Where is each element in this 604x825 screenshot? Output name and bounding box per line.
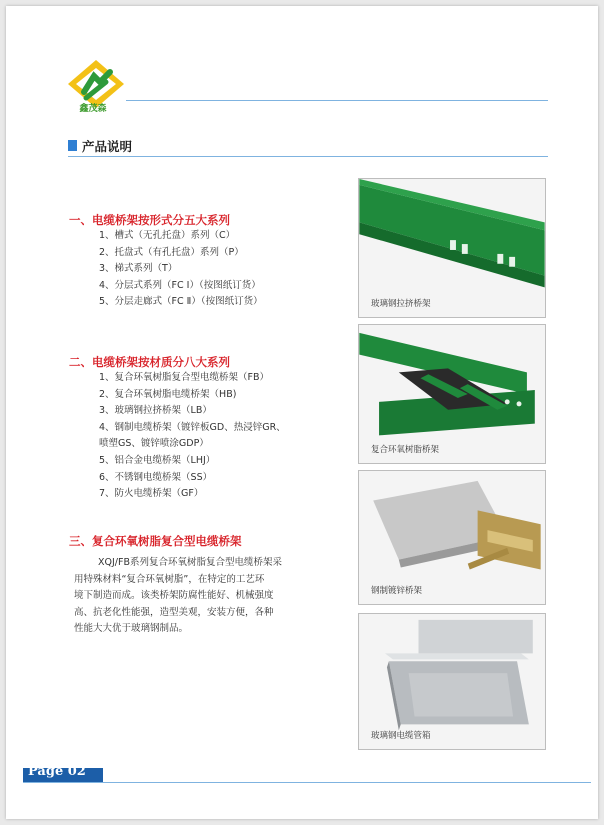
heading-epoxy-tray: 三、复合环氧树脂复合型电缆桥架 — [69, 534, 242, 548]
section-marker-icon — [68, 140, 77, 151]
footer-divider — [23, 782, 591, 783]
photo-caption: 复合环氧树脂桥架 — [371, 445, 440, 455]
paragraph-line: XQJ/FB系列复合环氧树脂复合型电缆桥架采 — [98, 557, 282, 568]
list-item: 2、复合环氧树脂电缆桥架（HB) — [99, 388, 237, 400]
paragraph-line: 用特殊材料“复合环氧树脂”，在特定的工艺环 — [74, 573, 265, 585]
page-number: Page 02 — [28, 764, 86, 779]
list-item: 7、防火电缆桥架（GF） — [99, 488, 204, 500]
form-series-list — [99, 228, 263, 311]
list-item: 5、分层走廊式（FC Ⅱ）（按图纸订货） — [99, 296, 263, 308]
section-title: 产品说明 — [82, 139, 133, 154]
photo-epoxy-tray — [358, 324, 546, 464]
photo-caption: 玻璃钢电缆管箱 — [371, 731, 431, 741]
list-item: 4、分层式系列（FC Ⅰ）（按图纸订货） — [99, 279, 261, 291]
logo-text: 鑫茂森 — [79, 104, 107, 114]
list-item: 6、不锈钢电缆桥架（SS） — [99, 471, 213, 483]
list-item: 3、梯式系列（T） — [99, 263, 178, 275]
photo-caption: 玻璃钢拉挤桥架 — [371, 299, 431, 309]
paragraph-line: 高、抗老化性能强，造型美观，安装方便，各种 — [74, 606, 274, 618]
list-item: 4、钢制电缆桥架（镀锌板GD、热浸锌GR、 — [99, 421, 286, 433]
photo-caption: 钢制镀锌桥架 — [371, 586, 423, 596]
heading-material-series: 二、电缆桥架按材质分八大系列 — [69, 355, 230, 369]
photo-frp-cable-box — [358, 613, 546, 750]
list-item: 1、复合环氧树脂复合型电缆桥架（FB） — [99, 372, 270, 383]
list-item: 2、托盘式（有孔托盘）系列（P） — [99, 246, 244, 258]
list-item: 1、槽式（无孔托盘）系列（C） — [99, 230, 236, 241]
photo-frp-pultruded-tray — [358, 178, 546, 318]
header-divider — [126, 100, 548, 101]
section-divider — [68, 156, 548, 157]
paragraph-line: 性能大大优于玻璃钢制品。 — [74, 623, 189, 635]
brochure-page — [6, 6, 598, 819]
photo-steel-galvanized-tray — [358, 470, 546, 605]
list-item: 5、铝合金电缆桥架（LHJ） — [99, 454, 216, 466]
material-series-list — [99, 370, 286, 503]
epoxy-tray-description — [74, 555, 346, 638]
heading-form-series: 一、电缆桥架按形式分五大系列 — [69, 213, 230, 227]
list-item: 喷塑GS、镀锌喷涂GDP） — [99, 438, 209, 450]
list-item: 3、玻璃钢拉挤桥架（LB） — [99, 405, 212, 417]
paragraph-line: 境下制造而成。该类桥架防腐性能好、机械强度 — [74, 590, 274, 602]
